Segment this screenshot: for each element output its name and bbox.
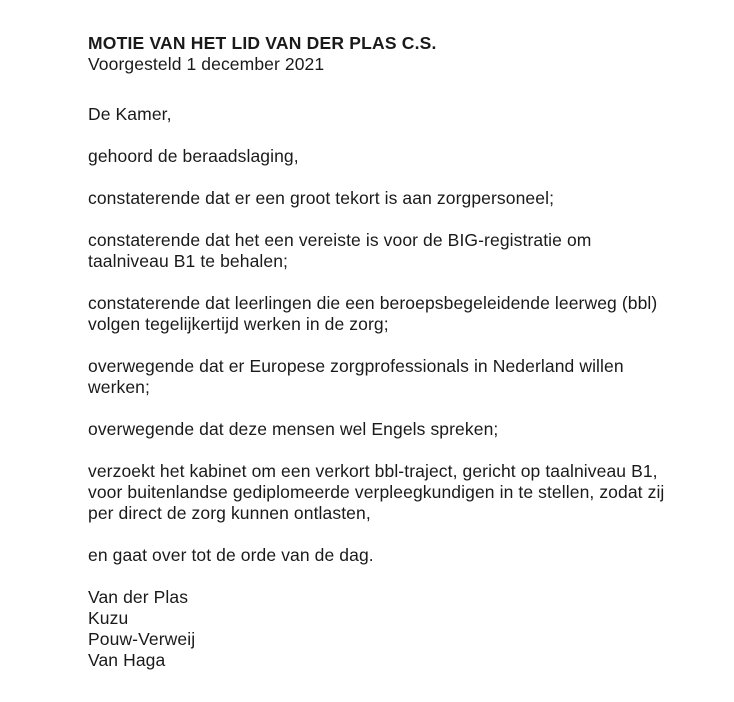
signers-list (88, 587, 718, 671)
motion-title: MOTIE VAN HET LID VAN DER PLAS C.S. (88, 33, 437, 53)
motion-paragraph: constaterende dat er een groot tekort is aan zorgpersoneel; (88, 188, 555, 208)
motion-document (88, 32, 718, 671)
motion-paragraph: constaterende dat het een vereiste is voor de BIG-registratie om taalniveau B1 te behalen; (88, 230, 592, 271)
proposed-date: Voorgesteld 1 december 2021 (88, 54, 325, 74)
signer-name: Pouw-Verweij (88, 629, 196, 649)
motion-paragraph: gehoord de beraadslaging, (88, 146, 299, 166)
motion-paragraph: overwegende dat deze mensen wel Engels spreken; (88, 419, 499, 439)
signer-name: Van Haga (88, 650, 166, 670)
motion-paragraph: constaterende dat leerlingen die een beroepsbegeleidende leerweg (bbl) volgen tegelijkertijd werken in de zorg; (88, 293, 658, 334)
signer-name: Kuzu (88, 608, 129, 628)
opening-line: De Kamer, (88, 104, 172, 124)
signer-name: Van der Plas (88, 587, 189, 607)
motion-closing-paragraph: en gaat over tot de orde van de dag. (88, 545, 374, 565)
motion-request-paragraph: verzoekt het kabinet om een verkort bbl-traject, gericht op taalniveau B1, voor buitenlandse gediplomeerde verpleegkundigen in te stellen, zodat zij per direct de zorg kunnen ontlasten, (88, 461, 665, 523)
motion-paragraph: overwegende dat er Europese zorgprofessionals in Nederland willen werken; (88, 356, 624, 397)
